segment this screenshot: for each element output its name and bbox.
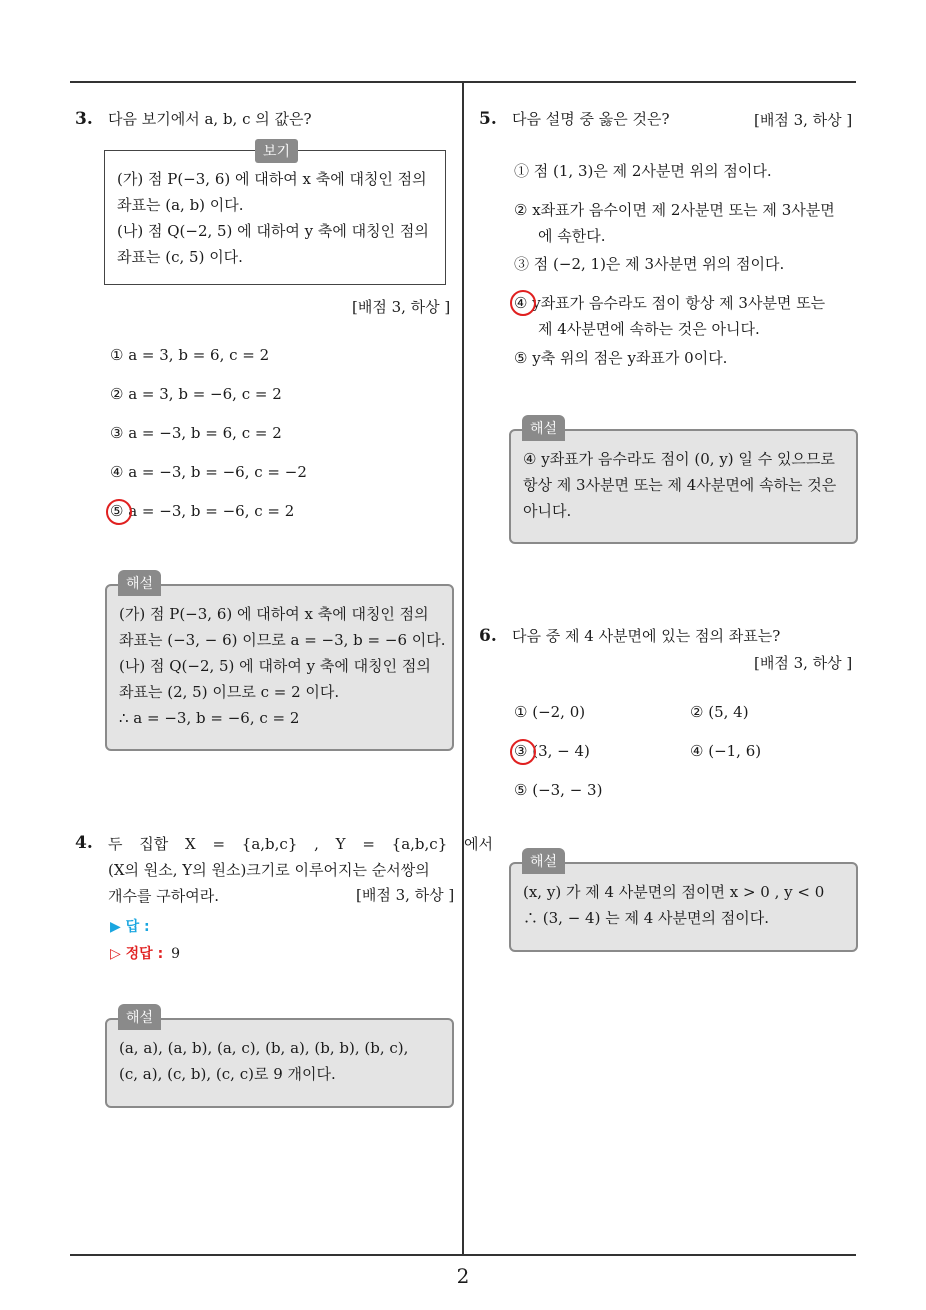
q4-correct-label: ▷ 정답 : — [110, 946, 164, 962]
selected-answer-mark-icon — [510, 290, 536, 316]
column-divider — [462, 82, 464, 1256]
q4-solution-lines — [119, 1035, 408, 1087]
q5-solution-tag: 해설 — [522, 415, 565, 441]
q5-choice-1[interactable]: ① 점 (1, 3)은 제 2사분면 위의 점이다. — [514, 162, 772, 180]
q3-solution-line: (나) 점 Q(−2, 5) 에 대하여 y 축에 대칭인 점의 — [119, 657, 431, 675]
q5-solution-line: 항상 제 3사분면 또는 제 4사분면에 속하는 것은 — [523, 476, 837, 494]
q4-solution-line: (c, a), (c, b), (c, c)로 9 개이다. — [119, 1065, 336, 1083]
q5-solution-box — [509, 429, 858, 544]
q6-question: 다음 중 제 4 사분면에 있는 점의 좌표는? — [512, 627, 781, 645]
q3-example-tag: 보기 — [255, 139, 298, 163]
q3-example-line: 좌표는 (c, 5) 이다. — [117, 248, 243, 266]
q6-solution-line: ∴ (3, − 4) 는 제 4 사분면의 점이다. — [523, 909, 769, 927]
q3-choice-2[interactable]: ② a = 3, b = −6, c = 2 — [110, 385, 282, 403]
q5-number: 5. — [479, 109, 497, 129]
q4-question-line: 두 집합 X = {a,b,c} , Y = {a,b,c} 에서 — [108, 835, 493, 853]
q4-answer-label: ▶ 답 : — [110, 919, 150, 935]
q6-choice-5[interactable]: ⑤ (−3, − 3) — [514, 781, 603, 799]
q3-solution-line: 좌표는 (2, 5) 이므로 c = 2 이다. — [119, 683, 340, 701]
q3-solution-line: 좌표는 (−3, − 6) 이므로 a = −3, b = −6 이다. — [119, 631, 446, 649]
q3-example-line: (나) 점 Q(−2, 5) 에 대하여 y 축에 대칭인 점의 — [117, 222, 429, 240]
q4-correct-value: 9 — [171, 946, 181, 962]
q3-choice-4[interactable]: ④ a = −3, b = −6, c = −2 — [110, 463, 307, 481]
q3-choice-3[interactable]: ③ a = −3, b = 6, c = 2 — [110, 424, 282, 442]
q3-solution-line: ∴ a = −3, b = −6, c = 2 — [119, 709, 300, 727]
q4-question-line: (X의 원소, Y의 원소)크기로 이루어지는 순서쌍의 — [108, 861, 430, 879]
q4-number: 4. — [75, 833, 93, 853]
q6-choice-4[interactable]: ④ (−1, 6) — [690, 742, 762, 760]
q3-question: 다음 보기에서 a, b, c 의 값은? — [108, 110, 312, 128]
q5-solution-lines — [523, 446, 836, 524]
q3-example-line: (가) 점 P(−3, 6) 에 대하여 x 축에 대칭인 점의 — [117, 170, 427, 188]
q4-solution-tag: 해설 — [118, 1004, 161, 1030]
q6-solution-line: (x, y) 가 제 4 사분면의 점이면 x > 0 , y < 0 — [523, 883, 825, 901]
q5-choice-3[interactable]: ③ 점 (−2, 1)은 제 3사분면 위의 점이다. — [514, 255, 785, 273]
selected-answer-mark-icon — [106, 499, 132, 525]
q4-solution-line: (a, a), (a, b), (a, c), (b, a), (b, b), (b, c), — [119, 1039, 409, 1057]
q3-solution-tag: 해설 — [118, 570, 161, 596]
q4-score: [배점 3, 하상 ] — [356, 886, 455, 904]
q6-solution-tag: 해설 — [522, 848, 565, 874]
q3-solution-lines — [119, 601, 446, 731]
q3-solution-line: (가) 점 P(−3, 6) 에 대하여 x 축에 대칭인 점의 — [119, 605, 429, 623]
q6-solution-lines — [523, 879, 824, 931]
q4-correct-row — [110, 943, 180, 963]
q6-score: [배점 3, 하상 ] — [754, 654, 853, 672]
q4-question-line: 개수를 구하여라. — [108, 887, 219, 905]
q3-solution-box — [105, 584, 454, 751]
q3-choice-5[interactable]: ⑤ a = −3, b = −6, c = 2 — [110, 502, 295, 520]
q3-example-line: 좌표는 (a, b) 이다. — [117, 196, 244, 214]
q6-choice-3[interactable]: ③ (3, − 4) — [514, 742, 590, 760]
q6-choice-1[interactable]: ① (−2, 0) — [514, 703, 586, 721]
q6-number: 6. — [479, 626, 497, 646]
page-number: 2 — [456, 1264, 470, 1288]
q5-choice-4[interactable]: ④ y좌표가 음수라도 점이 항상 제 3사분면 또는 제 4사분면에 속하는 것은 아니다. — [514, 294, 826, 338]
q5-choice-5[interactable]: ⑤ y축 위의 점은 y좌표가 0이다. — [514, 349, 728, 367]
q3-number: 3. — [75, 109, 93, 129]
q3-score: [배점 3, 하상 ] — [352, 298, 451, 316]
q5-score: [배점 3, 하상 ] — [754, 111, 853, 129]
q5-solution-line: ④ y좌표가 음수라도 점이 (0, y) 일 수 있으므로 — [523, 450, 835, 468]
q3-example-box — [104, 150, 446, 285]
q6-choice-2[interactable]: ② (5, 4) — [690, 703, 749, 721]
q3-choice-1[interactable]: ① a = 3, b = 6, c = 2 — [110, 346, 270, 364]
q6-solution-box — [509, 862, 858, 952]
q5-choice-2[interactable]: ② x좌표가 음수이면 제 2사분면 또는 제 3사분면 에 속한다. — [514, 201, 835, 245]
selected-answer-mark-icon — [510, 739, 536, 765]
q4-answer-row[interactable] — [110, 916, 150, 936]
bottom-rule — [70, 1254, 856, 1256]
q3-example-lines — [117, 166, 429, 270]
q4-solution-box — [105, 1018, 454, 1108]
q5-solution-line: 아니다. — [523, 502, 572, 520]
q5-question: 다음 설명 중 옳은 것은? — [512, 110, 670, 128]
